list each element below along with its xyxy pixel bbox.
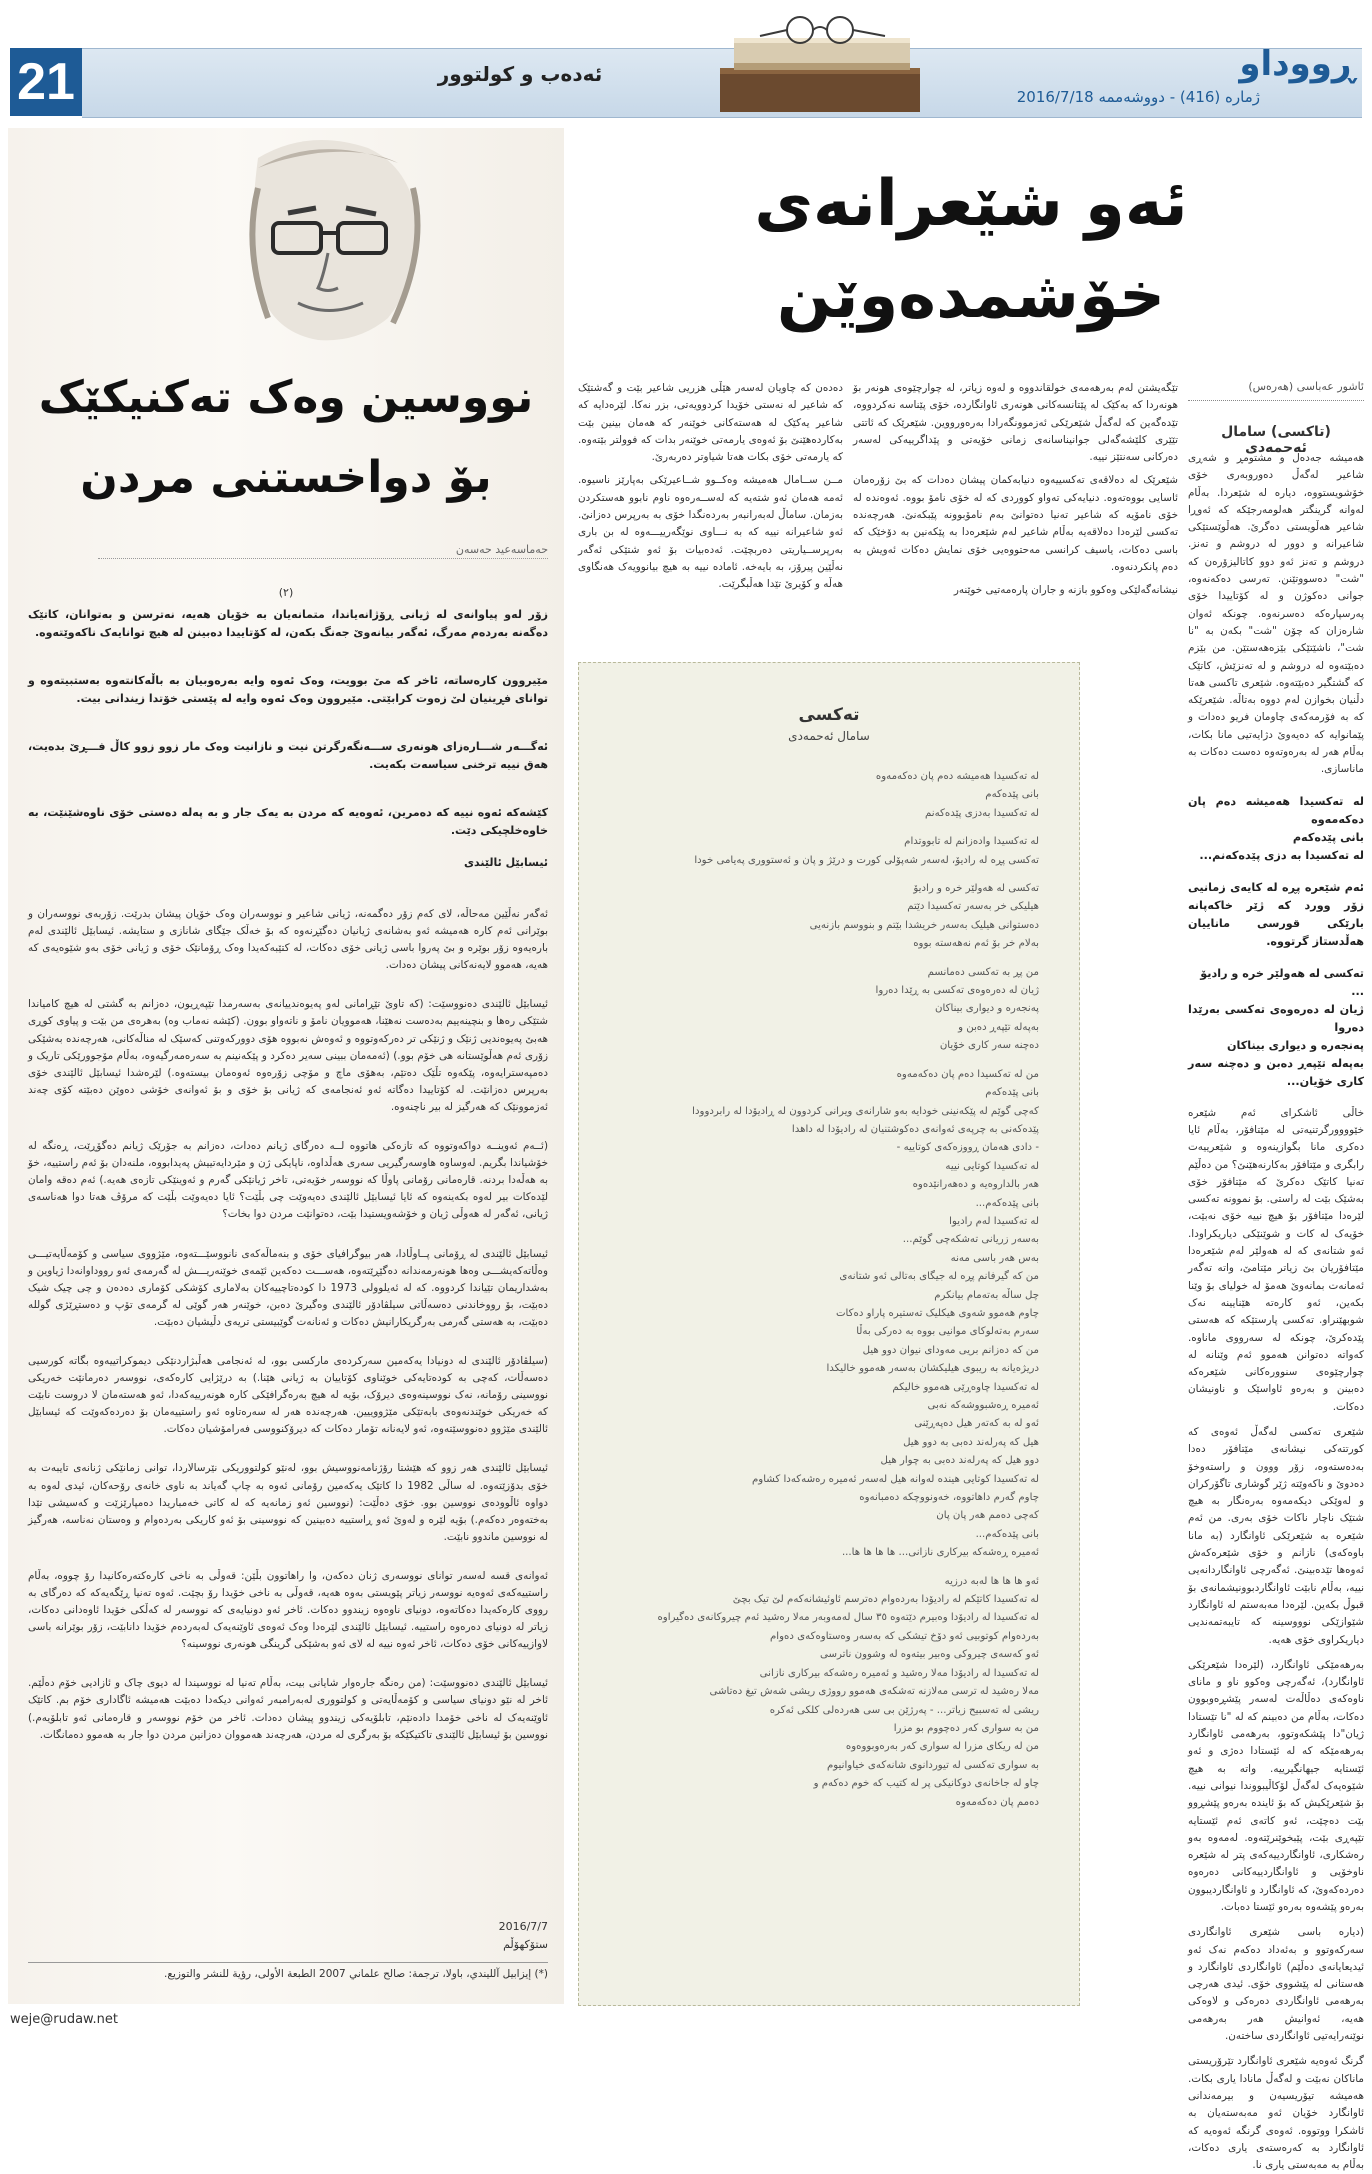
text-column-3 [578, 380, 843, 620]
poem-line: لە تەکسیدا کاتێکم لە رادیۆدا بەردەوام دەترسم ئاوئیشانەکەم لێ تیک بچێ [732, 1594, 1039, 1606]
paragraph: بەرهەمێکی ئاوانگارد، (لێرەدا شێعرێکی ئاوانگارد)، ئەگەرچی وەکوو ناو و مانای ناوەکەی دەڵاڵەت لەسەر پێشڕەوبوون دەکات، بەڵام من دەبینم کە لە "نا تێستادا ژیان"دا پێشکەوتوو، بەرهەمی ئاوانگارد بەرهەمێکە کە لە ئێستادا دەژی و ئەو ئێستایە جیهانگیرییە. واتە بە هیچ شێوەیەک لەگەڵ لۆکاڵیبووندا نیوانی نییە. بۆ شێعرێکیش کە بۆ ئایندە بەرەو پێشڕوو بێت دەچێت، ئەو کاتەی ئەم ئێستایە تێپەڕی بێت، پێبخوێنرێتەوە. لەمەوە بەو رەشکاری، ئاوانگاردییەکەی پتر لە شێعرە ناوخۆیی و ئاوانگاردییەکانی دەرەوە دەردەکەوێ، کە ئاوانگارد و ئاوانگاردیبوون بەرەو پێشەوە بەرەو ئێستا دەبات. [1188, 1658, 1364, 1913]
issue-info: ژمارە (416) - دووشەممە 2016/7/18 [1016, 88, 1260, 106]
poem-line: لە تەکسیدا لە رادیۆدا مەلا رەشید و ئەمیرە رەشەکە بیرکاری نازانی [759, 1667, 1039, 1679]
poem-line: لە تەکسیدا لەم رادیوا [949, 1215, 1039, 1227]
poem-line: بەردەوام کوتوبیی ئەو دۆخ تیشکی کە بەسەر وەستاوەکەی دەوام [769, 1630, 1039, 1642]
poem-line: من بە سواری کەر دەچووم بو مزرا [893, 1722, 1039, 1734]
poem-line: هیل کە پەرلەند دەبی بە دوو هیل [903, 1436, 1039, 1448]
poem-line: دەچنە سەر کاری خۆیان [939, 1040, 1039, 1052]
author-divider [1188, 400, 1364, 401]
page-number: 21 [10, 48, 82, 116]
poem-line: بانی پێدەکەم [985, 789, 1039, 801]
poem-line: بە سواری تەکسی لە تیوردانوی شانەکەی خیاوانیوم [826, 1759, 1039, 1771]
stanza-gap [619, 823, 1039, 833]
paragraph: تێگەیشتن لەم بەرهەمەی خولقاندووە و لەوە زیاتر، لە چوارچێوەی هونەر بۆ هونەردا کە بەکێک لە پێتانسەکانی هونەری ئاوانگاردە، خۆی پێناسە نەکردووە، تێدەگەین کە لەگەڵ شێعرێکی ئەزموونگەرادا بەرەورووین. شێعرێک کە ئاتتی تێێری کلێشەگەلی جوانیناسانەی زمانی خۆیەتی و پێداگرییەکی لەسەر دەرکانی سەنتێز نییە. [853, 382, 1178, 464]
poem-line: چل ساڵە بەتەمام بیانکرم [934, 1289, 1039, 1301]
quote-paragraph: کێشەکە ئەوە نییە کە دەمرین، ئەوەیە کە مردن بە یەک جار و بە پەلە دەستی خۆی ناوەشێنێت، بە خاوەخلچیکی دێت. [28, 806, 548, 837]
poem-line: کەچی گوێم لە پێکەنینی خودایە بەو شارانەی ویرانی کردوون لە ڕادیۆدا لە رابردوودا [692, 1105, 1039, 1117]
part-number: (٢) [278, 586, 294, 599]
quote-paragraph: زۆر لەو پیاوانەی لە ژیانی ڕۆژانەیاندا، متمانەیان بە خۆیان هەیە، نەترسن و بەتوانان، کاتێک دەگەنە بەردەم مەرگ، ئەگەر بیانەوێ جەنگ بکەن، لە کۆتاییدا دەبینن لە هیچ توانایەک ناکەوێتەوە. [28, 608, 548, 639]
poem-title: تەکسی [798, 705, 860, 725]
place: ستۆکهۆڵم [503, 1938, 548, 1951]
quote-line: بانی پێدەکەم [1292, 830, 1364, 844]
books-glasses-illustration [700, 8, 940, 116]
footnote: (*) إيزابيل آلليندي، باولا، ترجمة: صالح علماني 2007 الطبعة الأولى، رؤية للنشر والتوزيع. [164, 1968, 548, 1980]
quote-line: پەنجەرە و دیواری بیناکان [1227, 1038, 1364, 1052]
paragraph: ئیسابێل ئالێندی لە ڕۆمانی پــاوڵادا، هەر بیوگرافیای خۆی و بنەماڵەکەی نانووسێـــتەوە، مێژووی سیاسی و کۆمەڵایەتیـــی وەڵاتەکەیشـــی وەها هونەرمەندانە دەگێڕێتەوە، هەســـت دەکەین ئێمەی خوێنەریـــش لە گەرمەی ئەو رووداوانەدا ژیاوین و بەشداریمان تێیاندا کردووە. کە لە ئەیلوولی 1973 دا کودەتاچییەکان بەلاماری کۆشکی کۆماری دەدەن و چی چیک شیک دەبێت، بۆ رووخاندنی دەسەڵاتی سیلڤادۆر ئالێندی وەگیرێ دەبن، خوێنەر هەر گوێی لە گرمەی تۆپ و دەستڕێژی گوللە دەبێت، بە هەستی گەرمی بەرگریکارانیش دەکات و ئەنانەت گوێبیستی تریەی دڵیشیان دەبێت. [28, 1247, 548, 1328]
stanza-gap [619, 954, 1039, 964]
quote-line: تەکسی لە هەولێر خرە و رادیۆ [1200, 966, 1364, 980]
paragraph: ئیسابێل ئالێندی دەنووسێت: (من رەنگە جارەوار شایانی بیت، بەڵام تەنیا لە نووسیندا لە دیوی چاک و ئازادیی خۆم دەڵێم. ئاخر لە نێو دونیای سیاسی و کۆمەڵایەتی و کولتووری لەبەرامبەر ئەوانی دیکەدا دەبێت هەمیشە ئاگاداری خۆم بم. کاتێک ئاوێنەیەک لە ناخی خۆمدا دادەنێم، تابلۆیەکی زیندوو پیشان دەدات. ئاخر من خۆم نووسەر و قارەمانی ئەو تابلۆیەم.) نووسین بۆ ئیسابێل ئالێندی تاکتیکێکە بۆ بەرگری لە مردن، هەرچەند هەمووان دەزانین مردن دوا جار بە هەموو دەمانگات. [28, 1677, 548, 1741]
quote-block [1188, 965, 1364, 1091]
poem-line: پێدەکەنی بە چرپەی ئەوانەی دەکوشتنیان لە رادیۆدا لە داهدا [791, 1123, 1039, 1135]
rudaw-logo: ڕووداو [1239, 44, 1355, 84]
page-header [0, 0, 1372, 148]
poem-line: لە تەکسیدا چاوەڕێی هەموو خالیکم [892, 1381, 1039, 1393]
title-line-2: خۆشمدەوێن [776, 259, 1166, 333]
poem-line: لە تەکسیدا هەمیشە دەم پان دەکەمەوە [875, 771, 1039, 782]
paragraph: دەدەن کە چاویان لەسەر هێڵی هزریی شاعیر بێت و گەشتێک کە شاعیر لە نەستی خۆیدا کردوویەتی، بزر نەکا. لێرەدایە کە شاعیر یەکێک لە هەستەکانی خوێنەر کە هەمان بینین بێت بەکاردەهێنێ بۆ ئەوەی یارمەتی خوێنەر بدات کە فوولتر بێتەوە. کە یارمەتی خۆی بکات هەتا شیاوتر دەربەرێ. [578, 382, 843, 464]
poem-line: پەنجەرە و دیواری بیناکان [935, 1003, 1039, 1015]
poem-line: من کە گیرفانم پڕە لە جیگای بەتالی ئەو شتانەی [839, 1271, 1039, 1283]
poem-line: بەپەلە تێپەڕ دەبن و [958, 1021, 1039, 1033]
section-title: ئەدەب و کولتوور [437, 62, 603, 86]
poem-line: ژیان لە دەرەوەی تەکسی بە ڕێدا دەروا [875, 985, 1039, 997]
paragraph: خاڵی ئاشکرای ئەم شێعرە خێوووورگرتنیەتی لە مێتافۆر، بەڵام ئایا دەکری مانا بگوازینەوە و شێعرییەت رابگری و مێتافۆر بەکارنەهێنێ؟ من دەڵێم تەنیا کاتێک دەکرێ کە مێتافۆر خۆی بەشێک بێت لە راستی. بۆ نموونە تەکسی لێرەدا مێتافۆر بۆ هیچ نییە خۆی نەبێت، خۆیەک لە کات و شوێنێکی دیاریکراودا. ئەو شتانەی کە لە هەولێر لەم شێعرەدا مێتافۆریان بێ زیاتر مێتامێ، واتە تەگەر ئەمانەت بمانەوێ هەمۆ لە خولیای بۆ وێنا بکەین، ئەو کارەتە هێنایینە نەک شوبهێنراو. تەکسی پارستێکە کە هەستی پێدەکرێ، چونکە لە سەرووی ماناوە. کەواتە دەتوانن هەموو ئەم وێنانە لە چوارچێوەی سنوورەکانی شێعرەکە دەبینن و بەرەو ئاواسێک و ناونیشان دەکات. [1188, 1106, 1364, 1413]
paragraph: ئەگەر نەڵێین مەحاڵە، لای کەم زۆر دەگمەنە، ژیانی شاعیر و نووسەران وەک خۆیان پیشان بدرێت. زۆربەی نووسەران و بوێرانی ئەم کارە هەمیشە ئەو بەشانەی ژیانیان دەگێڕنەوە کە بۆ خەڵک جێگای شانازی و ستایشە. ئیسابێل ئالێندی لەم بارەیەوە زۆر بوێرە و بێ پەروا باسی ژیانی خۆی دەکات، لە کتێبەکەیدا وەک ڕۆمانێک خۆی و ژیانی خۆی بەو شێوەیەی کە هەیە، هەموو لایەنەکانی پیشان دەدات. [28, 908, 548, 972]
quote-line: بەپەلە تێپەڕ دەبن و دەچنە سەر کاری خۆیان... [1188, 1056, 1364, 1088]
poem-line: هەر بالداروەیە و دەهەرانێدەوە [912, 1179, 1039, 1191]
poem-line: دەمم پان دەکەمەوە [955, 1796, 1039, 1808]
quote-signature: ئیسابێل ئالێندی [463, 856, 548, 869]
poem-line: بەسەر زریانی تەشکەچی گوێم... [902, 1234, 1039, 1246]
title-line-1: نووسین وەک تەکنیکێک [38, 372, 534, 423]
poem-line: سەرم بەتەلوکای موانیی بووە بە دەرکی بەڵا [856, 1326, 1039, 1338]
poem-line: بەس هەر باسی مەنە [950, 1252, 1039, 1264]
poem-body [619, 768, 1039, 1812]
footer-email: weje@rudaw.net [10, 2012, 118, 2027]
dateline [408, 1918, 548, 1954]
poem-line: ئەو کەسەی چیروکی وەبیر بیتەوە لە وشوون ناترسی [819, 1649, 1039, 1661]
poem-author: سامال ئەحمەدی [788, 729, 870, 743]
title-line-1: ئەو شێعرانەی [754, 167, 1188, 241]
paragraph: هەمیشە جەدەل و مشتومڕ و شەڕی شاعیر لەگەڵ دەوروبەری خۆی خۆشویستووە، دیارە لە شێعردا. بەڵام لەوانە گرینگتر هەلومەرجێکە کە ئەوڕا شاعیر هەڵویستی دەگرێ. هەڵوێستێکی شاعیرانە و دوور لە دروشم و تەنز. دروشم و تەنز ئەو دوو کاتالیزۆرەن کە "شت" دەسووتێنن. تەرسی دەکەنەوە، جوانی دەکوژن و لە کۆتاییدا خۆی پەرسپارەکە دەسرنەوە. چونکە ئەوان شارەزان کە چۆن "شت" بکەن بە "نا شت"، ناشێتێکی بێزەهەستێن. من بێزم دەبێتەوە لە دروشم و لە تەنزێش، کاتێک کە گشتگیر دەبێتەوە. شێعری تاکسی هەتا دڵنیان بخوازن لەم دووە بەتاڵە. شێعرێکە کە بە فۆرمەکەی چاومان فریو دەدات و پێمانوایە کە دەیەوێ دژایەتیی مانا بکات، بەڵام هەر لە بەرەوتەوە دەست دەکات بە ماناسازی. [1188, 452, 1364, 776]
poem-line: دەستوانی هیلیک بەسەر خریشدا بێتم و بنووسم بازنەیی [809, 919, 1039, 931]
poem-line: تەکسی لە هەولێر خرە و رادیۆ [913, 883, 1039, 895]
poem-line: من لە ریکای مزرا لە سواری کەر بەرەوبووەوە [845, 1741, 1039, 1753]
poem-line: لە تەکسیدا لە رادیۆدا وەبیرم دێتەوە ٣٥ سال لەمەوبەر مەلا رەشید ئەم چیروکانەی دەگیراوە [657, 1612, 1039, 1624]
poem-line: ئەو ها ها ها لەبە درزیە [944, 1575, 1039, 1587]
date: 2016/7/7 [498, 1920, 548, 1933]
poem-line: بانی پێدەکەم [985, 1087, 1039, 1099]
quote-line: ... [1351, 984, 1364, 998]
paragraph: ئیسابێل ئالێندی دەنووسێت: (کە تاوێ تێڕامانی لەو پەیوەندییانەی بەسەرمدا تێپەڕیون، دەزانم بە گشتی لە هیچ کامیاندا شتێکی رەها و بنچینەییم بەدەست نەهێنا، هەموویان نامۆ و ناتەواو بوون. (کێشە نەماب وە) بەهرەی من بێت و پیاوی کوڕی هەبێ پەیوەندیی ژنێک و ژنێکی تر دەرکەوتووە و ئەوەش نەبووە هۆی دوورکەوتنی کەسێک لە مناڵەکانی، هەرچەندە بەشێکی زۆری ئەم هەڵوێستانە هی خۆم بوو.) (ئەمەمان ببینی سەیر دەکرد و پێکەنینم بە سەرەمەرگیەوە، بەڵام مۆجوورێکی تاریک و دەمپەسترایەوە، پێکەوە تڵێک دەتێم، بەهۆی ماچ و مۆچی زۆرەوە ئەوەمان بیستەوە.) لێرەشدا ئیسابێل ئالێندی خۆی بەرپرس دەزانێت. لە کۆتاییدا دەگاتە ئەو ئەنجامەی کە ژیانی بۆ خۆی و بۆ ئەوانەی خۆشی دەوێن دەبێتە کۆی چەند ئەزموونێک کە هەرگیز لە بیر ناچنەوە. [28, 998, 548, 1113]
poem-box [578, 662, 1080, 2006]
poem-line: لە تەکسیدا کوتایی نییە [945, 1160, 1039, 1172]
text-column-1 [1188, 450, 1364, 2172]
quote-line: لە تەکسیدا هەمیشە دەم پان دەکەمەوە [1188, 794, 1364, 826]
poem-line: بەلام خر بۆ ئەم نەهەستە بووە [913, 938, 1039, 950]
poem-line: هیلیکی خر بەسەر تەکسیدا دێتم [907, 901, 1039, 913]
paragraph: نیشانەگەلێکی وەکوو بازنە و جاران پارەمەتیی خوێنەر [953, 584, 1178, 597]
poem-line: ریشی لە تەسبیح زیاتر... - پەرژێن بی سی هەردەلی کلکی ئەکرە [769, 1704, 1039, 1716]
paragraph: مــن ســامال هەمیشە وەکــوو شــاعیرێکی بەپارێز ناسیوە. ئەمە هەمان ئەو شتەیە کە لەســەرەوە ناوم نابوو هەستکردن بەزمان. ساماڵ لەبەرانبەر بەردەنگدا خۆی بە بەرپرس دەزانێ. ئەو شاعیرانە نییە کە بە نـــاوی نوێگەرییـــەوە لە بن باری بەرپرســیاریتی دەربچێت. ئەدەبیات بۆ ئەو شتێکی ئەگەر نەڵێین پیرۆز، بە بایەخە. ئامادە نییە بە هیچ بیانوویەک هەنگاوی هەڵە و کۆیرێ تێدا هەڵبگرێت. [578, 474, 843, 591]
author-name: ئاشور عەباسی (هەرەس) [1248, 380, 1364, 393]
poem-line: من کە دەزانم بریی مەودای نیوان دوو هیل [862, 1344, 1039, 1356]
right-article [578, 128, 1364, 2172]
article-title [8, 358, 564, 518]
paragraph: شێعرێک لە دەلاقەی تەکسییەوە دنیابەکمان پیشان دەدات کە بێ زۆرەمان ئاسایی بووەتەوە. دنیایەکی تەواو کووردی کە لە خۆی ناموٚ بووە. ئەوەندە لە خۆی نامۆیە کە شاعیر تەنیا دەتوانێ بەم نامۆبوونە پێبکەنێ. هەرچەندە تەکسی لێرەدا دەلاقەیە بەڵام شاعیر لەم شێعرەدا بە پێکەنین بە دۆخێک کە باسی دەکات، یاسیف کرانسی مەحتووەیی خۆی نمایش دەکات ئەویش بە دەم پانکردنەوە. [853, 474, 1178, 573]
paragraph: گرنگ ئەوەیە شێعری ئاوانگارد تێرۆریستی ماناکان نەبێت و لەگەڵ مانادا یاری بکات. هەمیشە تیۆریسیەن و بیرمەندانی ئاوانگارد خۆیان ئەو مەبەستەیان بە ئاشکرا ووتووە. ئەوەی گرنگە ئەوەیە کە ئاوانگارد بە کەرەستەی یاری دەکات، بەڵام بە مەبەستی یاری نا. [1188, 2055, 1364, 2172]
paragraph: (ئــەم ئەوینــە دواکەوتووە کە تازەکی هاتووە لــە دەرگای ژیانم دەدات، دەزانم بە جۆرێک ژیانم دەگۆڕێت، ڕەنگە لە خۆشیاندا بگریم. لەوساوە هاوسەرگیریی سەری هەڵداوە، ناپایکی ژن و مێردایەتییش پەیدابووە، ملنەدان بۆ ئەم راستییە، خۆ بە هەڵەدا بردنە. قارەمانی رۆمانی پاوڵا کە نووسەر خۆیەتی، تاخر ژیانێکی گەرم و ئەوینێکی تازەی هەیە.) ئەم دەقە وامان لێدەکات بیر لەوە بکەینەوە کە ئایا ئیسابێل ئالێندی دەیەوێت چی بڵێت؟ ئایا دەیەوێت بڵێت کە مرۆڤ هەتا دوا هەناسەی ژیانی، ئەگەر لە هەوڵی ژیان و خۆشەویستیدا بێت، دەتوانێت مردن دوا بخات؟ [28, 1140, 548, 1221]
poem-line: دوو هیل کە پەرلەند دەبی بە چوار هیل [880, 1455, 1039, 1467]
poem-line: ئەمیرە ڕەشەکە بیرکاری نازانی... ها ها ها ها... [841, 1547, 1039, 1559]
paragraph: شێعری تەکسی لەگەڵ ئەوەی کە کورتتەکی نیشانەی مێتافۆر دەدا بەدەستەوە، زۆر ووون و راستەوخۆ دەدوێ و ناکەوێتە ژێر گوشاری تاگۆرکران و لەوێکی دیکەمەوە بەرەنگار بە هیچ شتێک ناچار ناکات خۆی بەری. من ئەم شێعرە بە شێعرێکی ئاوانگارد (بە مانا باوەکەی) نازانم و خۆی شێعرەکەش ئەوەها تێدەبینێ. ئەگەرچی ئاوانگاردانەیی نییە، بەڵام نابێت ئاوانگاردبوونیشمانەی بۆ قبوڵ بکەین. لێرەدا مەبەستم لە ئاوانگارد شێوازێکی نوووسینە کە تایبەتمەندیی دیاریکراوی خۆی هەیە. [1188, 1425, 1364, 1646]
text-column [28, 606, 548, 1766]
poem-line: چاوم گەرم داهاتووە، خەونووچکە دەمبانەوە [859, 1492, 1039, 1504]
author-name: حەماسەعید حەسەن [455, 543, 548, 556]
poem-line: دریژەیانە بە ریبوی هیلیکشان بەسەر هەموو خالیکدا [826, 1363, 1039, 1375]
article-subhead: (تاکسی) سامال ئەحمەدی [1221, 424, 1331, 456]
poem-line: بانی پێدەکەم... [975, 1528, 1039, 1540]
poem-line: بانی پێدەکەم... [975, 1197, 1039, 1209]
text-column-2 [853, 380, 1178, 620]
poem-line: من پڕ بە تەکسی دەمانسم [927, 966, 1039, 978]
author-divider [98, 558, 548, 559]
poem-line: ئەمیرە ڕەشبووشەکە نەبی [927, 1400, 1039, 1411]
quote-line: ژیان لە دەرەوەی تەکسی بەرێدا دەروا [1188, 1002, 1364, 1034]
poem-line: لە تەکسیدا بەدزی پێدەکەنم [924, 807, 1039, 819]
poem-line: تەکسی پڕە لە رادیۆ، لەسەر شەپۆلی کورت و درێژ و پان و ئەستووری پەیامی خودا [694, 854, 1039, 866]
quote-block [1188, 793, 1364, 865]
quote-line: لە تەکسیدا بە دزی پێدەکەنم... [1199, 848, 1364, 862]
poem-line: کەچی دەمم هەر پان پان [936, 1510, 1039, 1522]
stanza-gap [619, 1056, 1039, 1066]
quote-paragraph: ئەگـــەر شـــارەزای هونەری ســـەنگەرگرتن نیت و نازانیت وەک مار زوو زوو کاڵ فـــڕێ بدەیت، هەق نییە ترخنی سیاسەت بکەیت. [28, 740, 548, 771]
poem-line: چاو لە جاخانەی دوکانیکی پر لە کتیب کە خوم دەکەم و [813, 1778, 1039, 1790]
title-line-2: بۆ دواخستنی مردن [80, 452, 492, 503]
left-article [8, 128, 564, 2004]
poem-line: ئەو لە بە کەتەر هیل دەپەڕێنی [914, 1418, 1039, 1430]
poem-line: لە تەکسیدا وادەزانم لە تابووتدام [904, 836, 1039, 848]
bold-paragraph: ئەم شێعرە پڕە لە کایەی زمانیی زۆر وورد کە ژێر خاکەپانە بارێکی قورسی ماناییان هەڵدستاز گرتووە. [1188, 880, 1364, 948]
footnote-divider [28, 1962, 548, 1963]
poem-line: چاوم هەموو شەوی هیکلیک تەستیرە پاراو دەکات [835, 1307, 1039, 1319]
paragraph: ئیسابێل ئالێندی هەر زوو کە هێشتا رۆژنامەنووسیش بوو، لەنێو کولتووریکی نێرسالاردا، توانی زمانێکی ژنانەی تایبەت بە خۆی بدۆزێتەوە. لە ساڵی 1982 دا کاتێک یەکەمین رۆمانی ئەوە بە چاپ گەیاند بە ناوی خانەی رۆحەکان، ئیدی لەوە بە دواوە ئاڵوودەی نووسین بوو. خۆی دەڵێت: (نووسین ئەو زمانەیە کە لە کاتی خەمباریدا دەمپارێزێت و کەسیشی تێدا بەختەوەر دەکەم.) بۆیە لێرە و لەوێ ئەو ڕاستییە دەبینین کە نووسینی بۆ ئەو کاریکی بەردەوام و وەستان نەناسە، هەرگیز لە نووسین ماندوو نابێت. [28, 1462, 548, 1543]
poem-line: - دادی هەمان ڕووزەکەی کوتاییە - [896, 1142, 1039, 1154]
poem-line: لە تەکسیدا کوتایی هیندە لەوانە هیل لەسەر ئەمیرە رەشەکەدا کشاوم [751, 1473, 1039, 1485]
stanza-gap [619, 870, 1039, 880]
paragraph: (دیارە باسی شێعری ئاوانگاردی سەرکەوتوو و بەئەداد دەکەم نەک ئەو ئیدیعایانەی دەڵێم) ئاوانگاردی ئاوانگارد و هەستانی لە پێشووی خۆی. ئیدی هەرچی بەرهەمی ئاوانگاردی دەرەکی و لاوەکی هەیە، ئەوانیش هەر بەرهەمی نوێنەرایەتیی ئاوانگاردی ساختەن. [1188, 1926, 1364, 2043]
author-portrait [198, 128, 458, 348]
article-title [578, 158, 1364, 342]
paragraph: ئەوانەی قسە لەسەر توانای نووسەری ژنان دەکەن، وا راهاتوون بڵێن: قەوڵی بە ناخی کارەکتەرەکانیدا رۆ چووە، بەڵام راستییەکەی ئەوەیە نووسەر زیاتر پێویستی بەوە هەیە، قەوڵی بە ناخی خۆیدا رۆ بچێت. ئەوە تەنیا ڕێگەیەکە کە دەرگای بە رووی کارەکەیدا دەکاتەوە، دونیای ناوەوە زیندوو دەکات. ئاخر ئەو دونیایەی کە نووسەر لە کەڵکی خۆیدا ئاوەدانی دەکات، زیاتر لە دونیای دەرەوە راستییە. ئیسابێل ئالێندی لێرەدا وەک ئەوەی ئاوێنەیەک لەبەردەم خۆیدا دانابێت، زۆر بوێرانە باسی لاوازییەکانی خۆی دەکات، ئاخر ئەوە نییە لە لای ئەو بەشێکی گرینگی هونەری نووسینە؟ [28, 1569, 548, 1651]
quote-paragraph: مێیروون کارەساتە، ئاخر کە مێ بوویت، وەک ئەوە وایە بەرەوبیان بە باڵەکانتەوە بەستبیتەوە و توانای فڕینیان لێ زەوت کرابێتی. مێیروون وەک ئەوە وایە لە پێستی خۆتدا زیندانی بیت. [28, 674, 548, 705]
poem-line: من لە تەکسیدا دەم پان دەکەمەوە [896, 1068, 1039, 1080]
paragraph: (سیلڤادۆر ئالێندی لە دونیادا یەکەمین سەرکردەی مارکسی بوو، لە ئەنجامی هەڵبژاردنێکی دیموکراتییەوە بگاتە کورسیی دەسەڵات، کەچی بە کودەتایەکی خوێناوی کۆتاییان بە ژیانی هێنا.) بە درێژایی کارەکەی، نووسەر دەرمانێت خەریکی نووسینی رۆمانە، نەک نووسینەوەی دیرۆک، بۆیە لە هیچ بەرەگرافێکی کارە هونەرییەکەدا، ئەو هەستەمان لا دروست نابێت کە خەریکی خوێندنەوەی بابەتێکی مێژووییین. هەرچەندە هەر لە سەرەتاوە ئەو راستییەمان بۆ دەردەکەوێت کە ئیسابێل ئالێندی مێژوو دەنووسێتەوە، ئەو لایەنانە تۆمار دەکات کە دیرۆکنووسی فەرامۆشیان دەکات. [28, 1354, 548, 1436]
poem-line: مەلا رەشید لە ترسی مەلازنە تەشکەی هەموو رووژی ریشی شەش تیغ دەتاشی [709, 1686, 1039, 1698]
stanza-gap [619, 1563, 1039, 1573]
